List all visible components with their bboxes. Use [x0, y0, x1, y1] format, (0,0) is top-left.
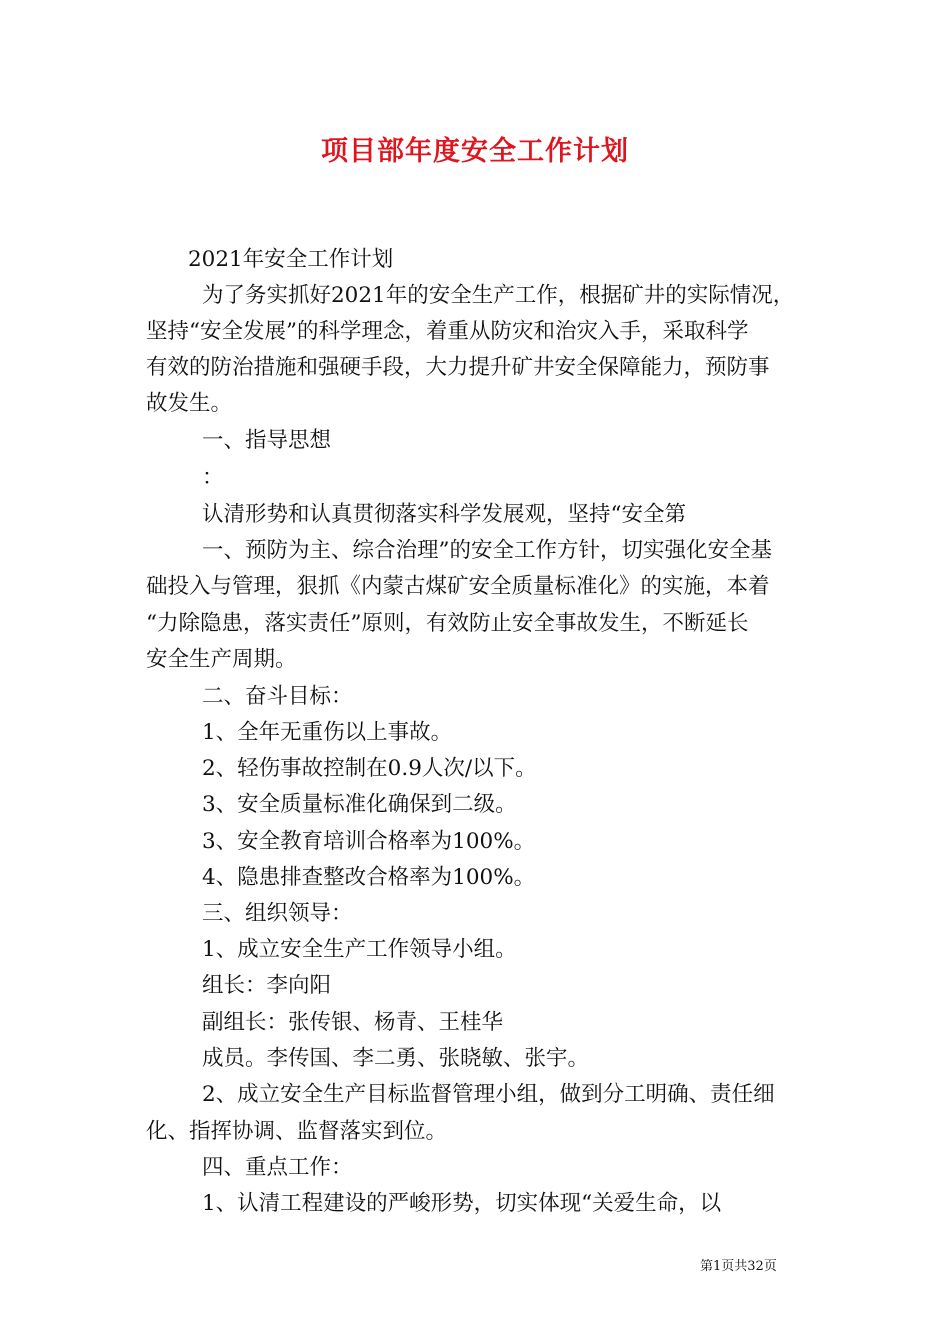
body-line: 成员。李传国、李二勇、张晓敏、张宇。: [202, 1046, 590, 1071]
body-line: 组长：李向阳: [202, 973, 332, 998]
section-heading: 二、奋斗目标：: [202, 684, 353, 709]
body-line: 副组长：张传银、杨青、王桂华: [202, 1010, 504, 1035]
list-item: 2、轻伤事故控制在0.9人次/以下。: [202, 756, 537, 781]
list-item: 1、全年无重伤以上事故。: [202, 720, 453, 745]
body-line: 2021年安全工作计划: [188, 247, 394, 272]
section-heading: 一、指导思想: [202, 428, 332, 453]
body-line: 坚持“安全发展”的科学理念，着重从防灾和治灾入手，采取科学: [146, 319, 749, 344]
list-item: 1、成立安全生产工作领导小组。: [202, 937, 517, 962]
section-heading: 三、组织领导：: [202, 901, 353, 926]
body-line: 一、预防为主、综合治理”的安全工作方针，切实强化安全基: [202, 538, 772, 563]
body-line: 安全生产周期。: [146, 647, 297, 672]
section-heading: 四、重点工作：: [202, 1155, 353, 1180]
body-line: “力除隐患，落实责任”原则，有效防止安全事故发生，不断延长: [146, 611, 749, 636]
body-line: 础投入与管理，狠抓《内蒙古煤矿安全质量标准化》的实施，本着: [146, 574, 770, 599]
list-item: 4、隐患排查整改合格率为100%。: [202, 865, 536, 890]
list-item: 1、认清工程建设的严峻形势，切实体现“关爱生命，以: [202, 1191, 722, 1216]
list-item: 2、成立安全生产目标监督管理小组，做到分工明确、责任细: [202, 1082, 775, 1107]
body-line: 有效的防治措施和强硬手段，大力提升矿井安全保障能力，预防事: [146, 355, 770, 380]
list-item: 3、安全质量标准化确保到二级。: [202, 792, 517, 817]
list-item: 3、安全教育培训合格率为100%。: [202, 829, 536, 854]
body-line: ：: [202, 465, 224, 490]
page-number: 第1页共32页: [700, 1259, 777, 1274]
body-line: 化、指挥协调、监督落实到位。: [146, 1119, 448, 1144]
body-line: 认清形势和认真贯彻落实科学发展观，坚持“安全第: [202, 502, 686, 527]
body-line: 为了务实抓好2021年的安全生产工作，根据矿井的实际情况，: [202, 283, 795, 308]
document-title: 项目部年度安全工作计划: [321, 136, 629, 167]
body-line: 故发生。: [146, 391, 233, 416]
